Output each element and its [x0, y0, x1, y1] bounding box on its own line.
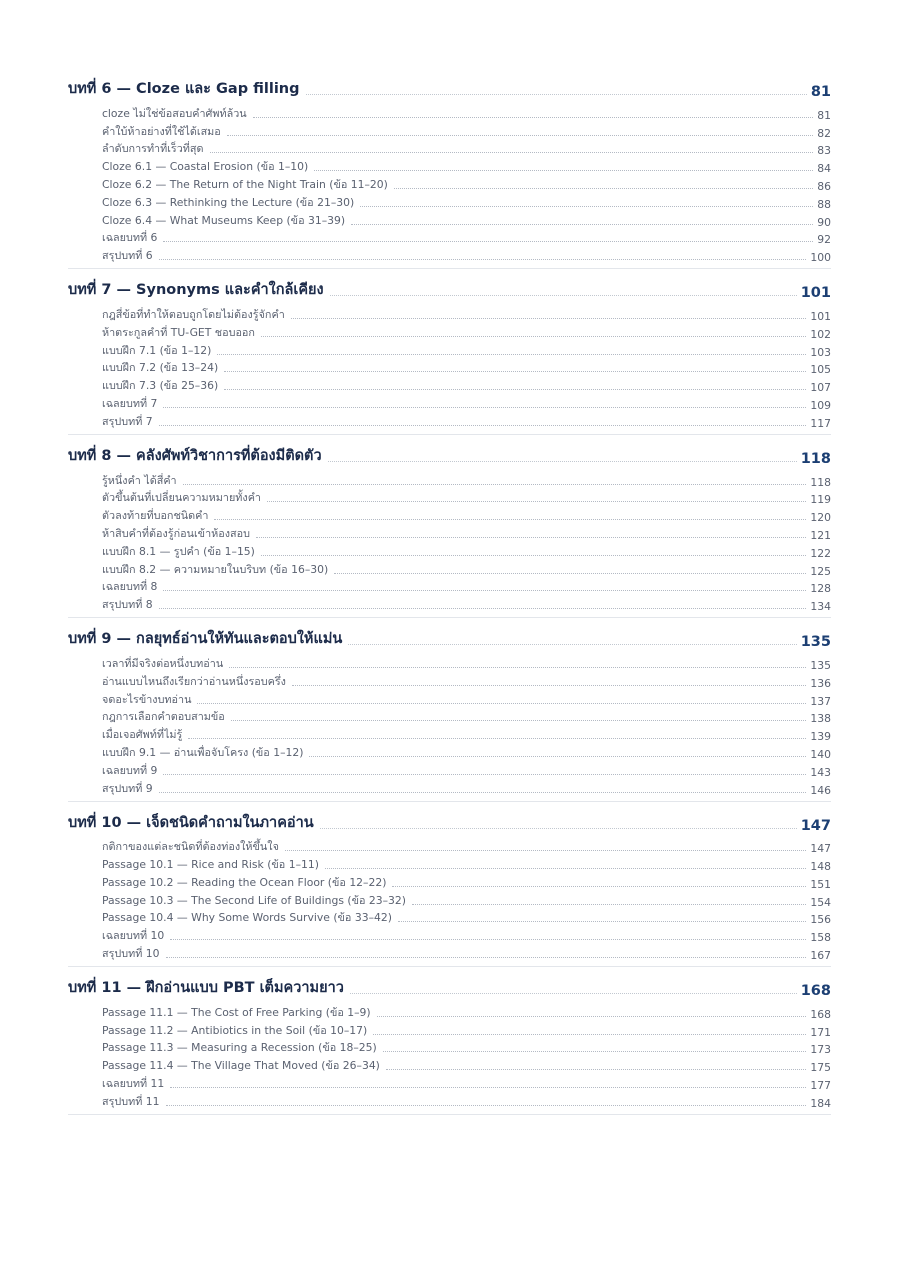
dot-leader — [224, 389, 806, 390]
entry-page-number: 156 — [810, 913, 831, 927]
dot-leader — [256, 537, 806, 538]
entry-title: เฉลยบทที่ 9 — [102, 763, 158, 777]
dot-leader — [261, 555, 806, 556]
entry-title: เฉลยบทที่ 8 — [102, 580, 158, 594]
entry-title: แบบฝึก 7.1 (ข้อ 1–12) — [102, 343, 212, 357]
chapter-page-number: 101 — [800, 285, 831, 302]
entry-page-number: 82 — [817, 126, 831, 140]
entry-title: Passage 11.3 — Measuring a Recession (ข้อ 18–25) — [102, 1041, 377, 1055]
entry-title: เฉลยบทที่ 11 — [102, 1077, 165, 1091]
entry-title: Passage 10.1 — Rice and Risk (ข้อ 1–11) — [102, 858, 319, 872]
entry-title: Cloze 6.3 — Rethinking the Lecture (ข้อ 21–30) — [102, 195, 355, 209]
entry-page-number: 105 — [810, 363, 831, 377]
toc-entry[interactable] — [102, 761, 831, 779]
dot-leader — [383, 1051, 807, 1052]
entry-page-number: 171 — [810, 1025, 831, 1039]
chapter-page-number: 135 — [800, 634, 831, 651]
entry-page-number: 88 — [817, 197, 831, 211]
entry-title: เฉลยบทที่ 10 — [102, 929, 165, 943]
entry-page-number: 101 — [810, 309, 831, 323]
toc-chapter — [68, 810, 831, 968]
toc-entry[interactable] — [102, 489, 831, 507]
toc-chapter — [68, 443, 831, 618]
dot-leader — [214, 519, 806, 520]
dot-leader — [163, 774, 806, 775]
toc-entry[interactable] — [102, 211, 831, 229]
entry-title: สรุปบทที่ 10 — [102, 947, 160, 961]
dot-leader — [170, 1087, 806, 1088]
dot-leader — [373, 1034, 806, 1035]
toc-entry[interactable] — [102, 323, 831, 341]
entry-page-number: 118 — [810, 475, 831, 489]
entry-title: เฉลยบทที่ 7 — [102, 396, 158, 410]
dot-leader — [314, 170, 813, 171]
dot-leader — [412, 904, 806, 905]
entry-title: ตัวขึ้นต้นที่เปลี่ยนความหมายทั้งคำ — [102, 491, 261, 505]
entry-title: แบบฝึก 9.1 — อ่านเพื่อจับโครง (ข้อ 1–12) — [102, 745, 304, 759]
toc-chapter — [68, 626, 831, 801]
toc-entry[interactable] — [102, 779, 831, 797]
toc-entry[interactable] — [102, 838, 831, 856]
entry-title: อ่านแบบไหนถึงเรียกว่าอ่านหนึ่งรอบครึ่ง — [102, 674, 286, 688]
chapter-heading[interactable] — [68, 76, 831, 100]
dot-leader — [320, 828, 797, 829]
toc-entry[interactable] — [102, 229, 831, 247]
entry-page-number: 168 — [810, 1007, 831, 1021]
entry-title: คำใบ้ห้าอย่างที่ใช้ได้เสมอ — [102, 124, 221, 138]
entry-title: กฎสี่ข้อที่ทำให้ตอบถูกโดยไม่ต้องรู้จักคำ — [102, 307, 285, 321]
chapter-entries — [68, 471, 831, 613]
entry-title: แบบฝึก 7.2 (ข้อ 13–24) — [102, 361, 219, 375]
dot-leader — [159, 608, 807, 609]
dot-leader — [392, 886, 806, 887]
dot-leader — [163, 241, 813, 242]
toc-entry[interactable] — [102, 873, 831, 891]
entry-page-number: 84 — [817, 162, 831, 176]
toc-entry[interactable] — [102, 376, 831, 394]
dot-leader — [231, 720, 807, 721]
entry-title: แบบฝึก 8.1 — รูปคำ (ข้อ 1–15) — [102, 544, 255, 558]
entry-title: รู้หนึ่งคำ ได้สี่คำ — [102, 473, 177, 487]
entry-title: ตัวลงท้ายที่บอกชนิดคำ — [102, 509, 209, 523]
entry-page-number: 83 — [817, 144, 831, 158]
toc-entry[interactable] — [102, 578, 831, 596]
entry-page-number: 177 — [810, 1079, 831, 1093]
toc-entry[interactable] — [102, 944, 831, 962]
chapter-entries — [68, 305, 831, 430]
entry-page-number: 109 — [810, 398, 831, 412]
entry-page-number: 90 — [817, 215, 831, 229]
entry-page-number: 86 — [817, 179, 831, 193]
dot-leader — [159, 259, 807, 260]
chapter-title: บทที่ 9 — กลยุทธ์อ่านให้ทันและตอบให้แม่น — [68, 631, 343, 648]
entry-page-number: 134 — [810, 600, 831, 614]
toc-entry[interactable] — [102, 1021, 831, 1039]
entry-title: กฎการเลือกคำตอบสามข้อ — [102, 710, 225, 724]
toc-chapter — [68, 76, 831, 269]
entry-page-number: 148 — [810, 860, 831, 874]
dot-leader — [325, 868, 806, 869]
dot-leader — [229, 667, 806, 668]
entry-page-number: 100 — [810, 251, 831, 265]
entry-page-number: 143 — [810, 765, 831, 779]
toc-entry[interactable] — [102, 175, 831, 193]
chapter-entries — [68, 104, 831, 264]
chapter-heading[interactable] — [68, 626, 831, 650]
toc-chapter — [68, 975, 831, 1115]
entry-page-number: 139 — [810, 730, 831, 744]
dot-leader — [398, 921, 806, 922]
dot-leader — [188, 738, 806, 739]
entry-title: แบบฝึก 7.3 (ข้อ 25–36) — [102, 379, 219, 393]
dot-leader — [377, 1016, 807, 1017]
toc-entry[interactable] — [102, 1056, 831, 1074]
entry-title: Passage 11.2 — Antibiotics in the Soil (ข้อ 10–17) — [102, 1023, 368, 1037]
chapter-title: บทที่ 6 — Cloze และ Gap filling — [68, 81, 300, 97]
entry-title: Cloze 6.2 — The Return of the Night Train (ข้อ 11–20) — [102, 177, 388, 191]
chapter-page-number: 118 — [800, 450, 831, 467]
entry-page-number: 140 — [810, 747, 831, 761]
dot-leader — [386, 1069, 806, 1070]
dot-leader — [261, 336, 806, 337]
dot-leader — [224, 371, 806, 372]
entry-title: สรุปบทที่ 7 — [102, 414, 153, 428]
entry-title: กติกาของแต่ละชนิดที่ต้องท่องให้ขึ้นใจ — [102, 840, 279, 854]
toc-entry[interactable] — [102, 341, 831, 359]
toc-entry[interactable] — [102, 855, 831, 873]
entry-page-number: 173 — [810, 1043, 831, 1057]
toc-entry[interactable] — [102, 725, 831, 743]
chapter-entries — [68, 654, 831, 796]
toc-entry[interactable] — [102, 1039, 831, 1057]
entry-page-number: 175 — [810, 1061, 831, 1075]
dot-leader — [292, 685, 806, 686]
toc-entry[interactable] — [102, 104, 831, 122]
entry-title: ห้าสิบคำที่ต้องรู้ก่อนเข้าห้องสอบ — [102, 526, 250, 540]
toc-entry[interactable] — [102, 412, 831, 430]
dot-leader — [267, 501, 806, 502]
toc-entry[interactable] — [102, 471, 831, 489]
toc-entry[interactable] — [102, 394, 831, 412]
entry-page-number: 151 — [810, 877, 831, 891]
dot-leader — [166, 1105, 807, 1106]
entry-page-number: 119 — [810, 493, 831, 507]
toc-entry[interactable] — [102, 743, 831, 761]
entry-title: เฉลยบทที่ 6 — [102, 231, 158, 245]
entry-page-number: 125 — [810, 564, 831, 578]
dot-leader — [183, 484, 807, 485]
chapter-heading[interactable] — [68, 975, 831, 999]
entry-title: cloze ไม่ใช่ข้อสอบคำศัพท์ล้วน — [102, 106, 247, 120]
toc-entry[interactable] — [102, 654, 831, 672]
chapter-heading[interactable] — [68, 810, 831, 834]
entry-title: ห้าตระกูลคำที่ TU-GET ชอบออก — [102, 325, 255, 339]
entry-title: Cloze 6.1 — Coastal Erosion (ข้อ 1–10) — [102, 160, 309, 174]
chapter-heading[interactable] — [68, 443, 831, 467]
entry-page-number: 121 — [810, 528, 831, 542]
toc-entry[interactable] — [102, 595, 831, 613]
entry-page-number: 158 — [810, 931, 831, 945]
chapter-title: บทที่ 10 — เจ็ดชนิดคำถามในภาคอ่าน — [68, 814, 314, 831]
table-of-contents — [68, 76, 831, 1123]
chapter-page-number: 81 — [810, 84, 831, 100]
entry-page-number: 128 — [810, 582, 831, 596]
dot-leader — [217, 354, 806, 355]
entry-page-number: 135 — [810, 658, 831, 672]
dot-leader — [334, 573, 806, 574]
dot-leader — [159, 792, 807, 793]
toc-entry[interactable] — [102, 506, 831, 524]
dot-leader — [309, 756, 806, 757]
toc-entry[interactable] — [102, 926, 831, 944]
entry-page-number: 81 — [817, 108, 831, 122]
dot-leader — [163, 590, 806, 591]
toc-entry[interactable] — [102, 542, 831, 560]
entry-title: Cloze 6.4 — What Museums Keep (ข้อ 31–39) — [102, 213, 346, 227]
chapter-title: บทที่ 7 — Synonyms และคำใกล้เคียง — [68, 282, 324, 299]
dot-leader — [291, 318, 807, 319]
dot-leader — [163, 407, 806, 408]
dot-leader — [253, 117, 814, 118]
dot-leader — [306, 94, 807, 95]
dot-leader — [394, 188, 813, 189]
entry-page-number: 147 — [810, 842, 831, 856]
entry-title: สรุปบทที่ 11 — [102, 1094, 160, 1108]
toc-entry[interactable] — [102, 157, 831, 175]
dot-leader — [170, 939, 806, 940]
entry-title: Passage 10.2 — Reading the Ocean Floor (ข้อ 12–22) — [102, 875, 387, 889]
entry-title: จดอะไรข้างบทอ่าน — [102, 692, 192, 706]
entry-page-number: 154 — [810, 895, 831, 909]
toc-entry[interactable] — [102, 708, 831, 726]
chapter-page-number: 168 — [800, 983, 831, 1000]
entry-title: สรุปบทที่ 6 — [102, 249, 153, 263]
chapter-title: บทที่ 11 — ฝึกอ่านแบบ PBT เต็มความยาว — [68, 980, 344, 997]
dot-leader — [210, 152, 814, 153]
entry-page-number: 102 — [810, 327, 831, 341]
entry-page-number: 107 — [810, 381, 831, 395]
dot-leader — [285, 850, 806, 851]
toc-entry[interactable] — [102, 909, 831, 927]
entry-page-number: 120 — [810, 511, 831, 525]
chapter-title: บทที่ 8 — คลังศัพท์วิชาการที่ต้องมีติดตัว — [68, 447, 322, 464]
dot-leader — [159, 425, 807, 426]
entry-title: เวลาที่มีจริงต่อหนึ่งบทอ่าน — [102, 656, 224, 670]
chapter-entries — [68, 838, 831, 963]
toc-chapter — [68, 277, 831, 435]
dot-leader — [360, 206, 813, 207]
dot-leader — [350, 993, 797, 994]
entry-title: เมื่อเจอศัพท์ที่ไม่รู้ — [102, 728, 183, 742]
toc-entry[interactable] — [102, 122, 831, 140]
entry-title: Passage 11.4 — The Village That Moved (ข้อ 26–34) — [102, 1059, 380, 1073]
dot-leader — [330, 295, 797, 296]
entry-title: ลำดับการทำที่เร็วที่สุด — [102, 142, 204, 156]
toc-entry[interactable] — [102, 524, 831, 542]
toc-entry[interactable] — [102, 305, 831, 323]
entry-page-number: 184 — [810, 1096, 831, 1110]
entry-page-number: 117 — [810, 416, 831, 430]
entry-page-number: 122 — [810, 546, 831, 560]
entry-title: Passage 10.4 — Why Some Words Survive (ข้อ 33–42) — [102, 911, 392, 925]
toc-entry[interactable] — [102, 246, 831, 264]
entry-title: Passage 11.1 — The Cost of Free Parking (ข้อ 1–9) — [102, 1005, 371, 1019]
entry-page-number: 138 — [810, 712, 831, 726]
entry-title: สรุปบทที่ 9 — [102, 781, 153, 795]
chapter-heading[interactable] — [68, 277, 831, 301]
toc-entry[interactable] — [102, 140, 831, 158]
dot-leader — [351, 224, 813, 225]
entry-page-number: 103 — [810, 345, 831, 359]
toc-entry[interactable] — [102, 672, 831, 690]
toc-entry[interactable] — [102, 690, 831, 708]
entry-page-number: 167 — [810, 949, 831, 963]
dot-leader — [166, 957, 807, 958]
toc-entry[interactable] — [102, 1003, 831, 1021]
toc-entry[interactable] — [102, 1092, 831, 1110]
toc-entry[interactable] — [102, 560, 831, 578]
entry-page-number: 146 — [810, 783, 831, 797]
dot-leader — [328, 461, 797, 462]
entry-title: สรุปบทที่ 8 — [102, 598, 153, 612]
toc-entry[interactable] — [102, 193, 831, 211]
dot-leader — [197, 703, 806, 704]
dot-leader — [348, 644, 796, 645]
dot-leader — [227, 135, 813, 136]
entry-title: Passage 10.3 — The Second Life of Buildings (ข้อ 23–32) — [102, 893, 406, 907]
entry-page-number: 137 — [810, 694, 831, 708]
entry-page-number: 92 — [817, 233, 831, 247]
entry-title: แบบฝึก 8.2 — ความหมายในบริบท (ข้อ 16–30) — [102, 562, 329, 576]
chapter-entries — [68, 1003, 831, 1110]
toc-entry[interactable] — [102, 1074, 831, 1092]
chapter-page-number: 147 — [800, 817, 831, 834]
toc-entry[interactable] — [102, 359, 831, 377]
entry-page-number: 136 — [810, 676, 831, 690]
toc-entry[interactable] — [102, 891, 831, 909]
